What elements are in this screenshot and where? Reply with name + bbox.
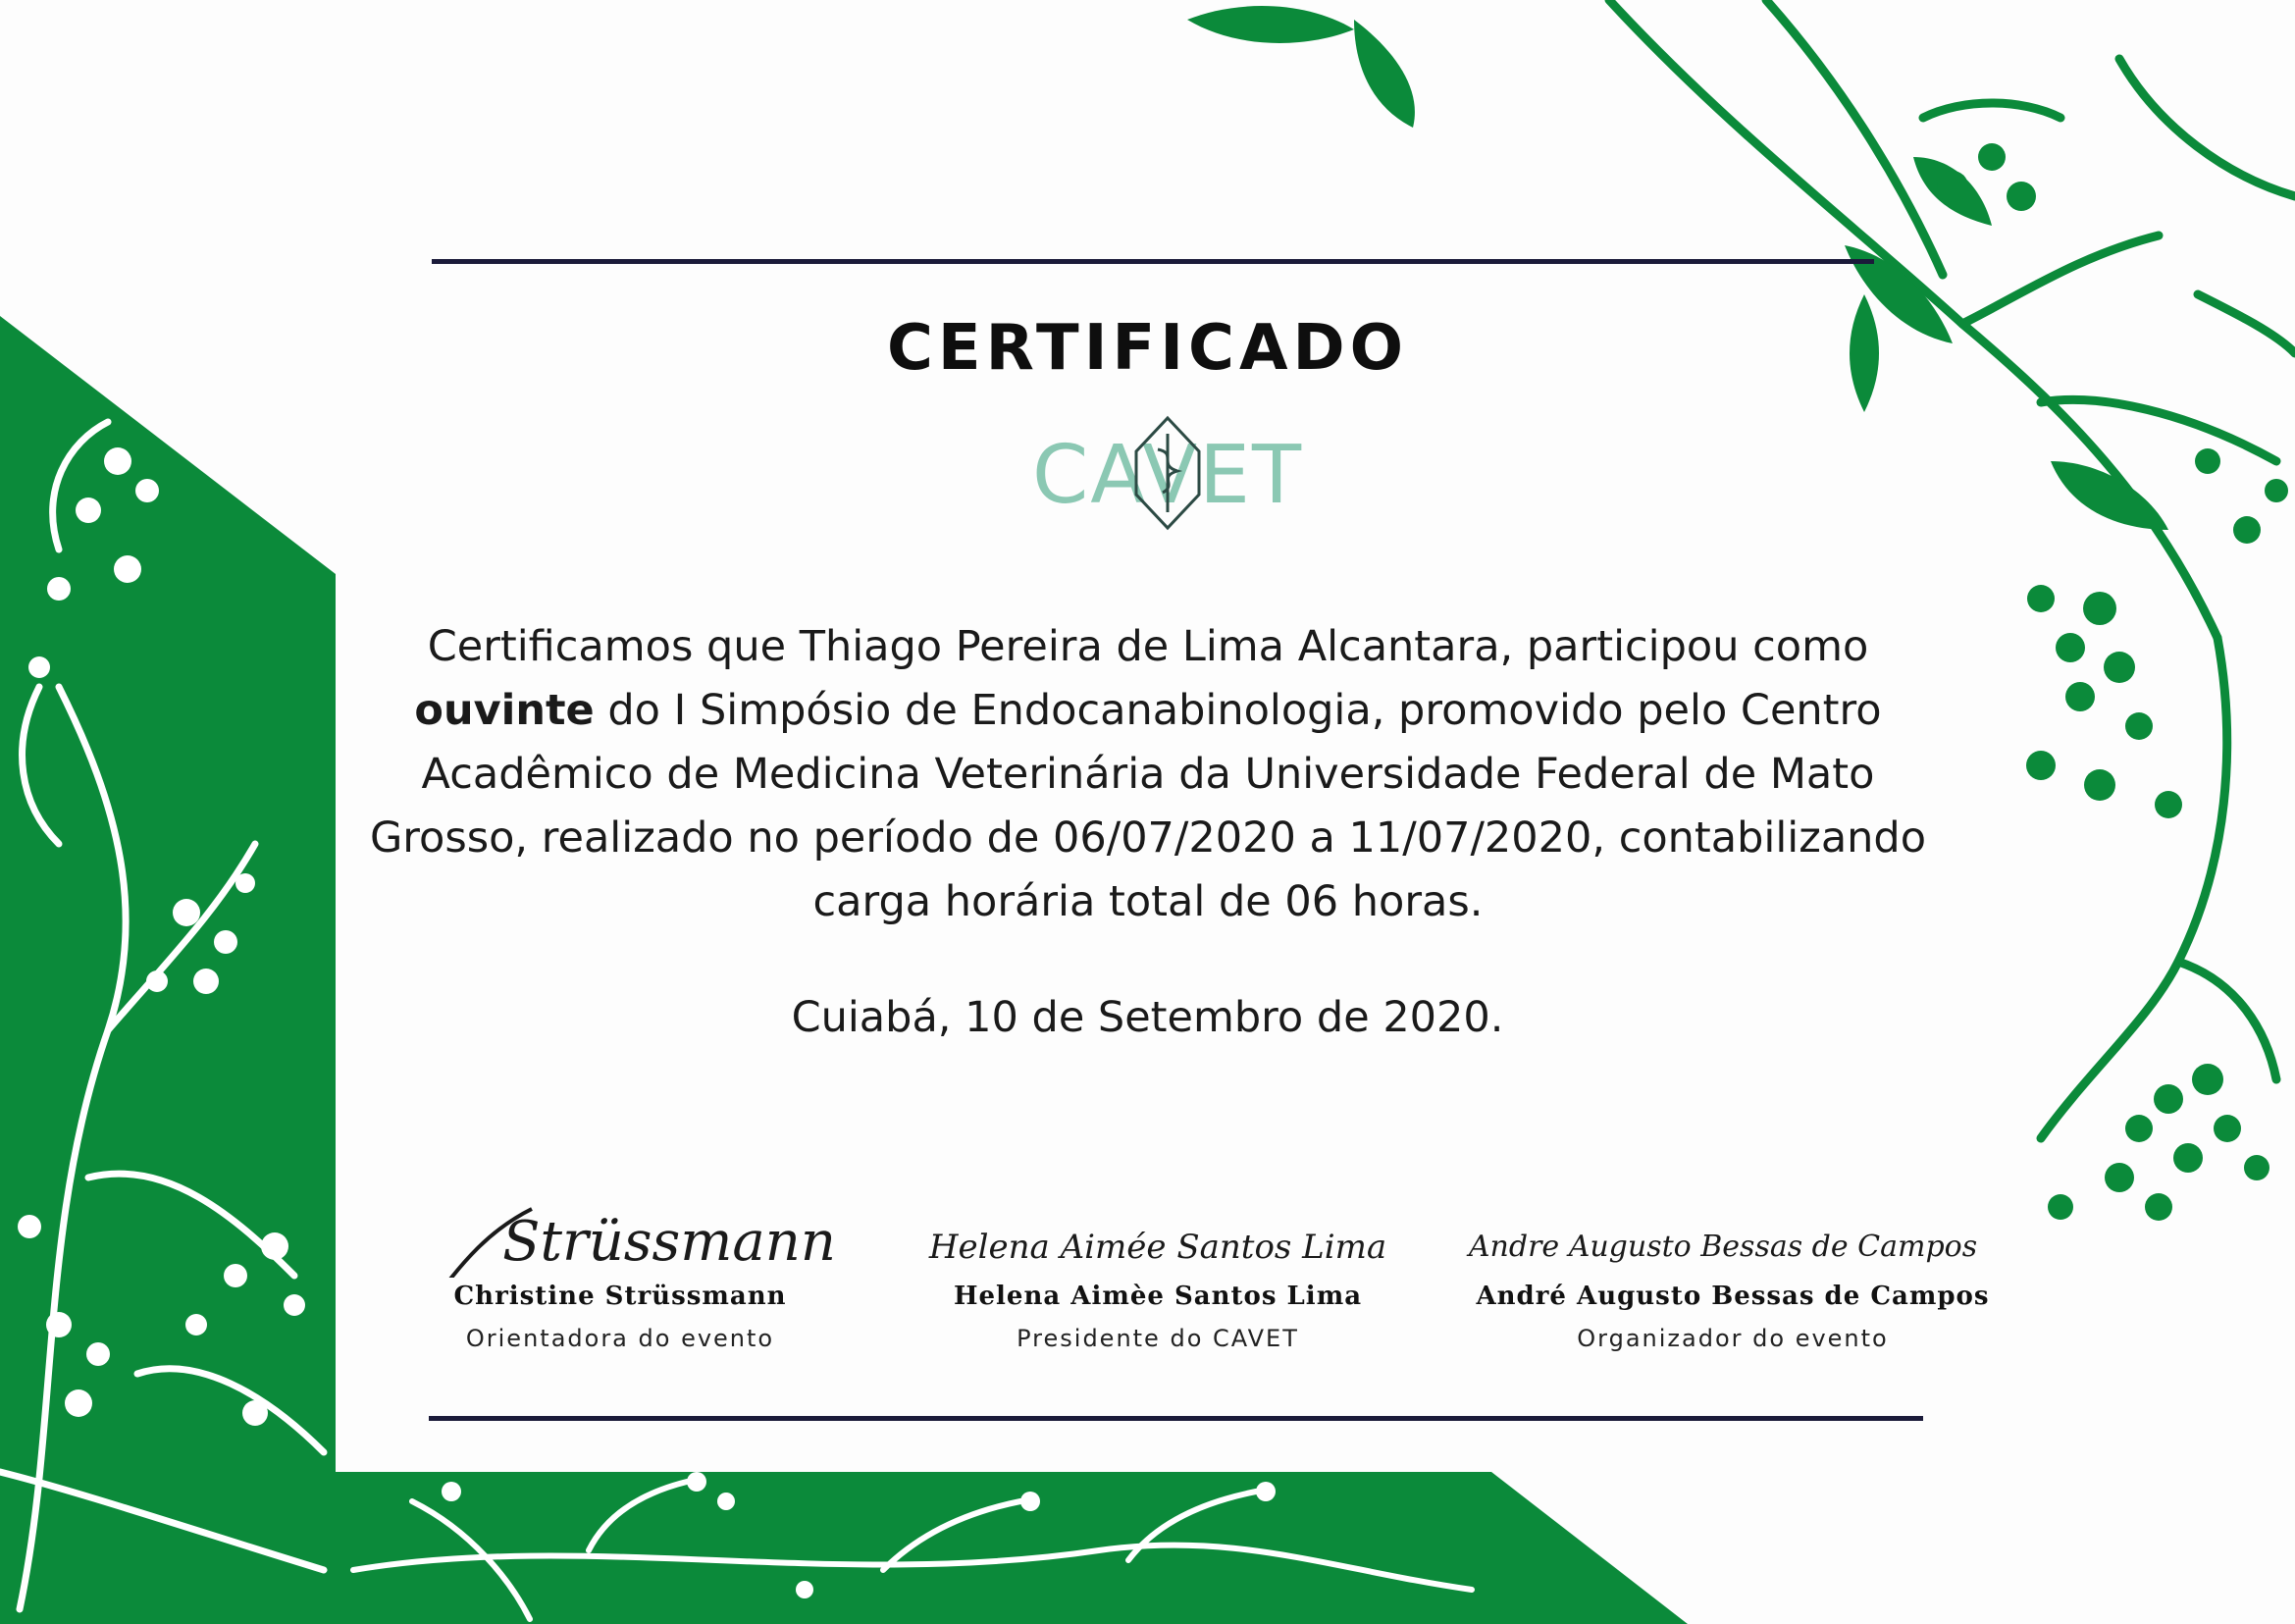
cavet-logo bbox=[1020, 414, 1315, 532]
signer-role: Organizador do evento bbox=[1577, 1325, 1889, 1352]
top-rule bbox=[432, 259, 1874, 264]
signer-role: Presidente do CAVET bbox=[1017, 1325, 1299, 1352]
logo-text: CAVET bbox=[1031, 429, 1304, 522]
signer-1 bbox=[326, 1199, 914, 1352]
signature-1 bbox=[326, 1199, 914, 1278]
certificate-body bbox=[363, 615, 1933, 934]
body-suffix: do I Simpósio de Endocanabinologia, promovido pelo Centro Acadêmico de Medicina Veterinária da Universidade Federal de Mato Grosso, realizado no período de 06/07/2020 a 11/07/2020, contabilizando carga horária total de 06 horas. bbox=[369, 686, 1927, 926]
signature-2 bbox=[863, 1199, 1452, 1278]
bottom-rule bbox=[429, 1416, 1923, 1421]
signer-name: Christine Strüssmann bbox=[453, 1282, 787, 1311]
body-role: ouvinte bbox=[414, 686, 595, 735]
signature-3 bbox=[1438, 1199, 2027, 1278]
certificate-title: CERTIFICADO bbox=[886, 312, 1409, 385]
signature-2-text: Helena Aimée Santos Lima bbox=[928, 1228, 1387, 1267]
signature-3-text: Andre Augusto Bessas de Campos bbox=[1468, 1230, 1978, 1264]
place-date: Cuiabá, 10 de Setembro de 2020. bbox=[791, 993, 1504, 1042]
signer-name: Helena Aimèe Santos Lima bbox=[953, 1282, 1363, 1311]
signer-role: Orientadora do evento bbox=[465, 1325, 775, 1352]
signature-1-text: Strüssmann bbox=[502, 1210, 836, 1274]
signer-name: André Augusto Bessas de Campos bbox=[1476, 1282, 1990, 1311]
signer-2 bbox=[863, 1199, 1452, 1352]
body-prefix: Certificamos que Thiago Pereira de Lima Alcantara, participou como bbox=[427, 622, 1869, 671]
signer-3 bbox=[1438, 1199, 2027, 1352]
